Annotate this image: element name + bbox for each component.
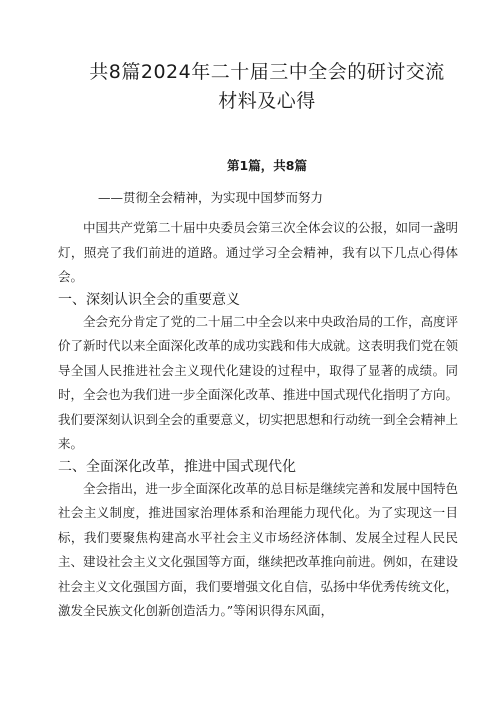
section-1-heading: 一、深刻认识全会的重要意义: [58, 291, 240, 308]
title-line-1: 共8篇2024年二十届三中全会的研讨交流: [89, 61, 445, 83]
part-label: 第1篇，共8篇: [227, 158, 307, 173]
subtitle: ——贯彻全会精神，为实现中国梦而努力: [98, 190, 324, 205]
intro-paragraph: 中国共产党第二十届中央委员会第三次全体会议的公报，如同一盏明灯，照亮了我们前进的道路。通过学习全会精神，我有以下几点心得体会。: [58, 220, 459, 284]
section-1-paragraph: 全会充分肯定了党的二十届二中全会以来中央政治局的工作，高度评价了新时代以来全面深化改革的成功实践和伟大成就。这表明我们党在领导全国人民推进社会主义现代化建设的过程中，取得了显著的成绩。同时，全会也为我们进一步全面深化改革、推进中国式现代化指明了方向。我们要深刻认识到全会的重要意义，切实把思想和行动统一到全会精神上来。: [58, 313, 459, 451]
title-line-2: 材料及心得: [218, 90, 316, 112]
section-2-heading: 二、全面深化改革，推进中国式现代化: [58, 458, 296, 475]
document-title: [58, 0, 458, 116]
section-2-paragraph: 全会指出，进一步全面深化改革的总目标是继续完善和发展中国特色社会主义制度，推进国家治理体系和治理能力现代化。为了实现这一目标，我们要聚焦构建高水平社会主义市场经济体制、发展全过程人民民主、建设社会主义文化强国等方面，继续把改革推向前进。例如，在建设社会主义文化强国方面，我们要增强文化自信，弘扬中华优秀传统文化，激发全民族文化创新创造活力。”等闲识得东风面，: [58, 480, 459, 618]
